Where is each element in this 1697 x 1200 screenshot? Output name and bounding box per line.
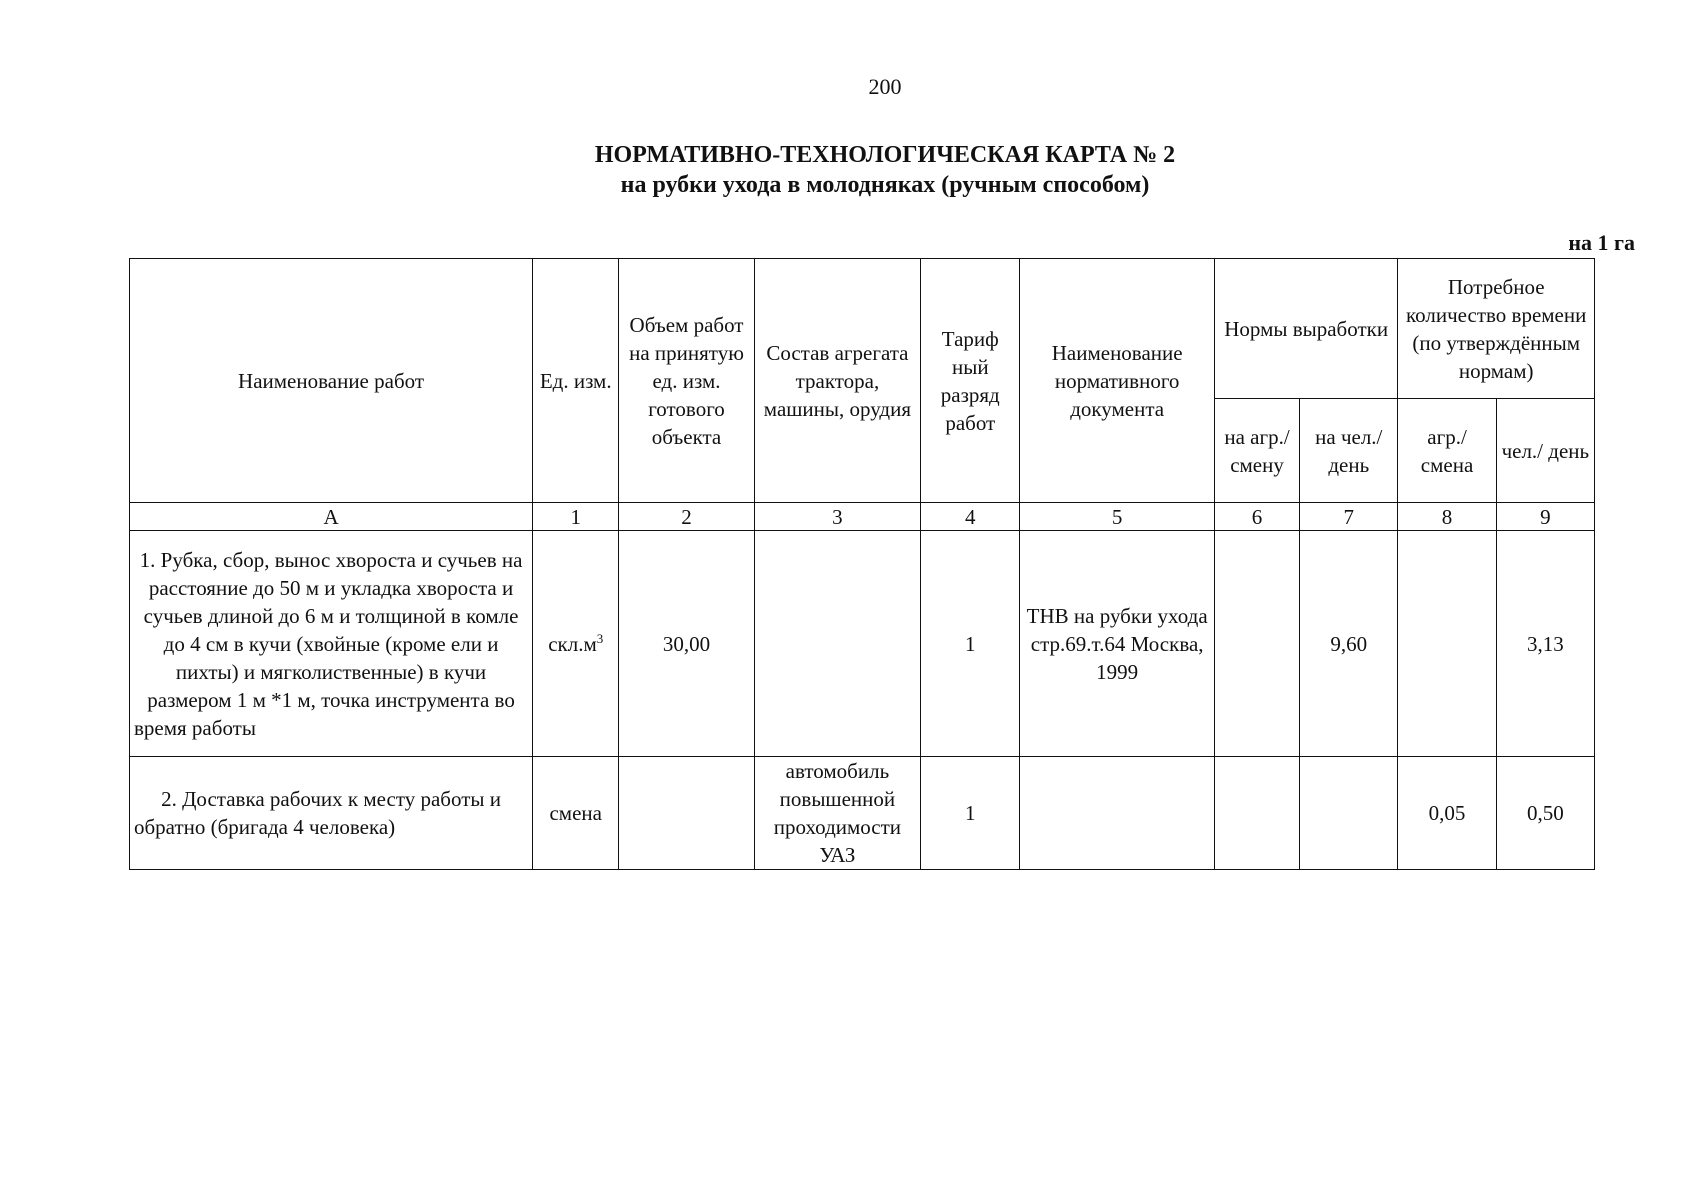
header-row	[130, 259, 1595, 399]
tariff-cell: 1	[921, 531, 1020, 757]
unit-cell	[533, 757, 619, 870]
norm-doc-cell	[1020, 757, 1215, 870]
volume-cell	[619, 757, 754, 870]
column-number: 7	[1300, 503, 1398, 531]
header-unit: Ед. изм.	[533, 259, 619, 503]
column-number: 6	[1214, 503, 1299, 531]
output-per-person-cell	[1300, 757, 1398, 870]
page-number: 200	[868, 74, 902, 99]
column-number: А	[130, 503, 533, 531]
header-volume: Объем работ на принятую ед. изм. готового объекта	[619, 259, 754, 503]
output-per-person-cell: 9,60	[1300, 531, 1398, 757]
column-number: 2	[619, 503, 754, 531]
work-name-cell: 1. Рубка, сбор, вынос хвороста и сучьев на расстояние до 50 м и укладка хвороста и сучьев длиной до 6 м и толщиной в комле до 4 см в кучи (хвойные (кроме ели и пихты) и мягколиственные) в кучи размером 1 м *1 м, точка инструмента во время работы	[130, 531, 533, 757]
header-composition: Состав агрегата трактора, машины, орудия	[754, 259, 920, 503]
norm-doc-cell: ТНВ на рубки ухода стр.69.т.64 Москва, 1999	[1020, 531, 1215, 757]
unit-superscript: 3	[596, 630, 604, 646]
norm-table	[129, 258, 1595, 870]
title-line-2: на рубки ухода в молодняках (ручным способом)	[620, 172, 1150, 198]
column-number: 1	[533, 503, 619, 531]
document-title	[0, 140, 1697, 200]
unit-text: смена	[549, 801, 602, 825]
header-time-per-unit: агр./ смена	[1398, 399, 1496, 503]
composition-cell: автомобиль повышенной проходимости УАЗ	[754, 757, 920, 870]
header-output-per-person: на чел./ день	[1300, 399, 1398, 503]
composition-cell	[754, 531, 920, 757]
time-per-unit-cell: 0,05	[1398, 757, 1496, 870]
header-time-per-person: чел./ день	[1496, 399, 1594, 503]
time-per-unit-cell	[1398, 531, 1496, 757]
header-norm-doc: Наименование нормативного документа	[1020, 259, 1215, 503]
column-number: 8	[1398, 503, 1496, 531]
header-time-required: Потребное количество времени (по утверждённым нормам)	[1398, 259, 1595, 399]
column-number: 5	[1020, 503, 1215, 531]
tariff-cell: 1	[921, 757, 1020, 870]
output-per-unit-cell	[1214, 757, 1299, 870]
volume-cell: 30,00	[619, 531, 754, 757]
header-output-per-unit: на агр./ смену	[1214, 399, 1299, 503]
unit-text: скл.м	[548, 631, 597, 656]
output-per-unit-cell	[1214, 531, 1299, 757]
title-line-1: НОРМАТИВНО-ТЕХНОЛОГИЧЕСКАЯ КАРТА № 2	[594, 142, 1176, 168]
time-per-person-cell: 0,50	[1496, 757, 1594, 870]
work-name-cell: 2. Доставка рабочих к месту работы и обратно (бригада 4 человека)	[130, 757, 533, 870]
table-row	[130, 757, 1595, 870]
column-number: 9	[1496, 503, 1594, 531]
unit-cell	[533, 531, 619, 757]
column-number: 3	[754, 503, 920, 531]
header-tariff: Тариф ный разряд работ	[921, 259, 1020, 503]
header-work-name: Наименование работ	[130, 259, 533, 503]
column-number-row	[130, 503, 1595, 531]
table-row	[130, 531, 1595, 757]
header-output-norms: Нормы выработки	[1214, 259, 1397, 399]
column-number: 4	[921, 503, 1020, 531]
time-per-person-cell: 3,13	[1496, 531, 1594, 757]
unit-note: на 1 га	[1568, 230, 1635, 255]
